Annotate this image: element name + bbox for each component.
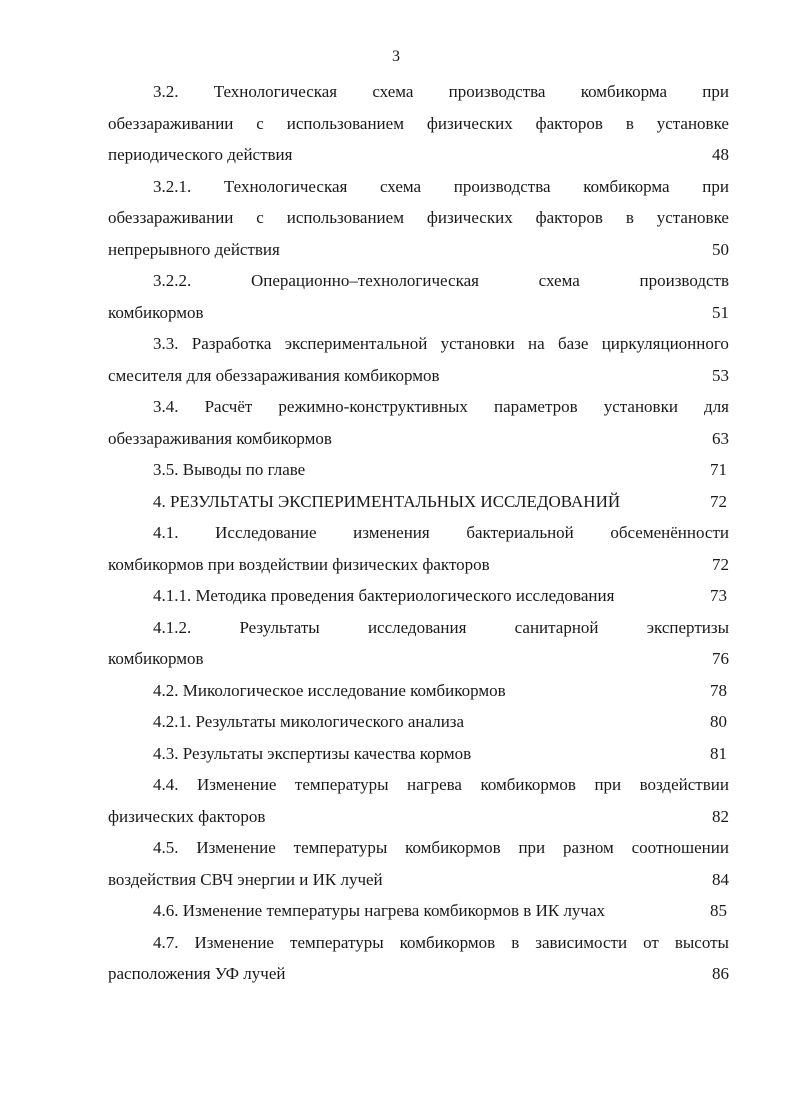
toc-word: с xyxy=(256,208,264,227)
toc-page-number: 84 xyxy=(712,869,729,889)
toc-line xyxy=(108,864,729,896)
toc-word: исследования xyxy=(367,617,467,637)
toc-word: производств xyxy=(639,271,729,290)
toc-entry xyxy=(108,171,729,266)
toc-word: использованием xyxy=(286,113,404,133)
toc-word: в xyxy=(625,208,634,227)
toc-word: физических xyxy=(426,113,513,133)
toc-word: 4.7. xyxy=(153,932,179,952)
toc-entry xyxy=(108,265,729,328)
toc-word: производства xyxy=(448,82,546,101)
toc-word: 4.5. xyxy=(153,838,179,857)
toc-page-number: 71 xyxy=(710,460,727,479)
toc-word: Разработка xyxy=(191,334,272,353)
toc-page-number: 85 xyxy=(710,901,727,920)
toc-word: Результаты xyxy=(239,617,320,637)
toc-word: факторов xyxy=(535,113,603,133)
toc-word: разном xyxy=(563,838,614,857)
toc-page-number: 73 xyxy=(710,586,727,605)
toc-word: Исследование xyxy=(215,523,317,542)
toc-word: экспериментальной xyxy=(284,334,428,353)
toc-page-number: 50 xyxy=(712,239,729,259)
toc-word: установке xyxy=(656,208,729,227)
toc-entry xyxy=(108,738,729,770)
toc-word: обеззараживании xyxy=(108,113,234,133)
toc-word: температуры xyxy=(294,775,389,794)
toc-line xyxy=(108,927,729,959)
toc-word: 3.2.2. xyxy=(153,271,192,290)
toc-entry xyxy=(108,832,729,895)
toc-line xyxy=(108,580,729,612)
toc-word: экспертизы xyxy=(646,617,729,637)
toc-line xyxy=(108,139,729,171)
toc-word: Технологическая xyxy=(213,82,338,101)
toc-line xyxy=(108,297,729,329)
toc-word: в xyxy=(625,113,634,133)
toc-page-number: 72 xyxy=(710,491,727,511)
toc-line xyxy=(108,360,729,392)
toc-word: 3.2.1. xyxy=(153,176,192,196)
toc-page-number: 51 xyxy=(712,302,729,322)
toc-word: высоты xyxy=(674,932,729,952)
toc-entry-title: 4. РЕЗУЛЬТАТЫ ЭКСПЕРИМЕНТАЛЬНЫХ ИССЛЕДОВАНИЙ xyxy=(153,491,621,511)
toc-word: 4.1. xyxy=(153,523,179,542)
toc-word: схема xyxy=(372,82,414,101)
toc-entry-title: непрерывного действия xyxy=(108,239,280,259)
page-number: 3 xyxy=(392,48,400,65)
toc-word: в xyxy=(511,932,520,952)
toc-word: Расчёт xyxy=(204,397,253,416)
toc-line xyxy=(108,454,729,486)
toc-entry xyxy=(108,580,729,612)
toc-word: температуры xyxy=(293,838,388,857)
toc-entry-title: 4.6. Изменение температуры нагрева комбикормов в ИК лучах xyxy=(153,901,606,920)
toc-page-number: 63 xyxy=(712,428,729,448)
toc-word: комбикормов xyxy=(399,932,496,952)
toc-entry-title: смесителя для обеззараживания комбикормов xyxy=(108,365,440,385)
toc-word: на xyxy=(528,334,545,353)
toc-line xyxy=(108,706,729,738)
toc-entry xyxy=(108,927,729,990)
toc-line xyxy=(108,643,729,675)
toc-page-number: 72 xyxy=(712,554,729,574)
toc-entry-title: обеззараживания комбикормов xyxy=(108,428,332,448)
toc-line xyxy=(108,832,729,864)
toc-word: схема xyxy=(379,176,422,196)
toc-entry-title: 4.2.1. Результаты микологического анализа xyxy=(153,712,465,731)
toc-word: обсеменённости xyxy=(610,523,729,542)
toc-entry-title: периодического действия xyxy=(108,145,293,164)
toc-word: 4.4. xyxy=(153,775,179,794)
toc-word: нагрева xyxy=(406,775,462,794)
toc-line xyxy=(108,675,729,707)
toc-entry-title: 3.5. Выводы по главе xyxy=(153,460,306,479)
toc-entry xyxy=(108,486,729,518)
toc-word: при xyxy=(518,838,546,857)
toc-entry-title: комбикормов xyxy=(108,302,204,322)
toc-word: Изменение xyxy=(196,775,277,794)
toc-word: температуры xyxy=(290,932,384,952)
toc-word: комбикорма xyxy=(583,176,670,196)
toc-page-number: 82 xyxy=(712,806,729,826)
toc-line xyxy=(108,958,729,990)
toc-word: для xyxy=(704,397,729,416)
toc-word: комбикормов xyxy=(480,775,576,794)
toc-entry-title: расположения УФ лучей xyxy=(108,964,286,983)
toc-word: зависимости xyxy=(535,932,628,952)
toc-word: 4.1.2. xyxy=(153,617,192,637)
toc-line xyxy=(108,517,729,549)
toc-word: при xyxy=(702,176,729,196)
toc-line xyxy=(108,76,729,108)
toc-page-number: 80 xyxy=(710,712,727,731)
toc-line xyxy=(108,801,729,833)
toc-word: при xyxy=(594,775,622,794)
toc-line xyxy=(108,486,729,518)
toc-word: схема xyxy=(538,271,580,290)
toc-word: комбикорма xyxy=(580,82,668,101)
toc-word: параметров xyxy=(493,397,578,416)
toc-line xyxy=(108,108,729,140)
toc-word: факторов xyxy=(535,208,603,227)
toc-word: Изменение xyxy=(194,932,274,952)
toc-line xyxy=(108,391,729,423)
toc-line xyxy=(108,895,729,927)
toc-word: установке xyxy=(656,113,729,133)
toc-word: комбикормов xyxy=(405,838,501,857)
toc-word: использованием xyxy=(286,208,404,227)
toc-line xyxy=(108,549,729,581)
toc-word: бактериальной xyxy=(466,523,574,542)
toc-entry-title: физических факторов xyxy=(108,806,266,826)
toc-word: изменения xyxy=(353,523,430,542)
toc-line xyxy=(108,738,729,770)
toc-word: 3.2. xyxy=(153,82,179,101)
toc-entry xyxy=(108,769,729,832)
toc-word: 3.4. xyxy=(153,397,179,416)
toc-entry xyxy=(108,612,729,675)
toc-entry-title: 4.2. Микологическое исследование комбикормов xyxy=(153,680,506,700)
toc-word: Технологическая xyxy=(223,176,348,196)
toc-entry xyxy=(108,328,729,391)
table-of-contents xyxy=(108,76,729,990)
toc-page-number: 76 xyxy=(712,649,729,668)
toc-word: от xyxy=(643,932,659,952)
toc-word: соотношении xyxy=(631,838,729,857)
toc-word: обеззараживании xyxy=(108,208,234,227)
toc-entry xyxy=(108,675,729,707)
toc-page-number: 78 xyxy=(710,680,727,700)
toc-word: Операционно–технологическая xyxy=(250,271,479,290)
toc-word: циркуляционного xyxy=(601,334,729,353)
toc-word: установки xyxy=(440,334,515,353)
toc-page-number: 48 xyxy=(712,145,729,164)
toc-word: с xyxy=(256,113,264,133)
toc-word: базе xyxy=(557,334,589,353)
toc-line xyxy=(108,328,729,360)
toc-word: физических xyxy=(426,208,513,227)
toc-entry-title: воздействия СВЧ энергии и ИК лучей xyxy=(108,869,383,889)
toc-entry-title: 4.1.1. Методика проведения бактериологического исследования xyxy=(153,586,615,605)
toc-entry-title: 4.3. Результаты экспертизы качества кормов xyxy=(153,743,472,763)
toc-line xyxy=(108,265,729,297)
toc-word: Изменение xyxy=(196,838,276,857)
toc-line xyxy=(108,612,729,644)
toc-word: воздействии xyxy=(639,775,729,794)
toc-entry xyxy=(108,895,729,927)
toc-page-number: 86 xyxy=(712,964,729,983)
toc-word: санитарной xyxy=(514,617,599,637)
toc-line xyxy=(108,769,729,801)
toc-line xyxy=(108,171,729,203)
toc-entry xyxy=(108,391,729,454)
toc-word: 3.3. xyxy=(153,334,179,353)
toc-word: установки xyxy=(603,397,678,416)
toc-line xyxy=(108,423,729,455)
toc-page-number: 81 xyxy=(710,743,727,763)
toc-entry xyxy=(108,76,729,171)
toc-entry-title: комбикормов xyxy=(108,649,204,668)
toc-word: производства xyxy=(453,176,551,196)
toc-entry xyxy=(108,517,729,580)
toc-word: при xyxy=(702,82,729,101)
toc-line xyxy=(108,202,729,234)
toc-entry xyxy=(108,706,729,738)
toc-line xyxy=(108,234,729,266)
toc-entry xyxy=(108,454,729,486)
toc-word: режимно-конструктивных xyxy=(278,397,468,416)
toc-page-number: 53 xyxy=(712,365,729,385)
toc-entry-title: комбикормов при воздействии физических факторов xyxy=(108,554,490,574)
